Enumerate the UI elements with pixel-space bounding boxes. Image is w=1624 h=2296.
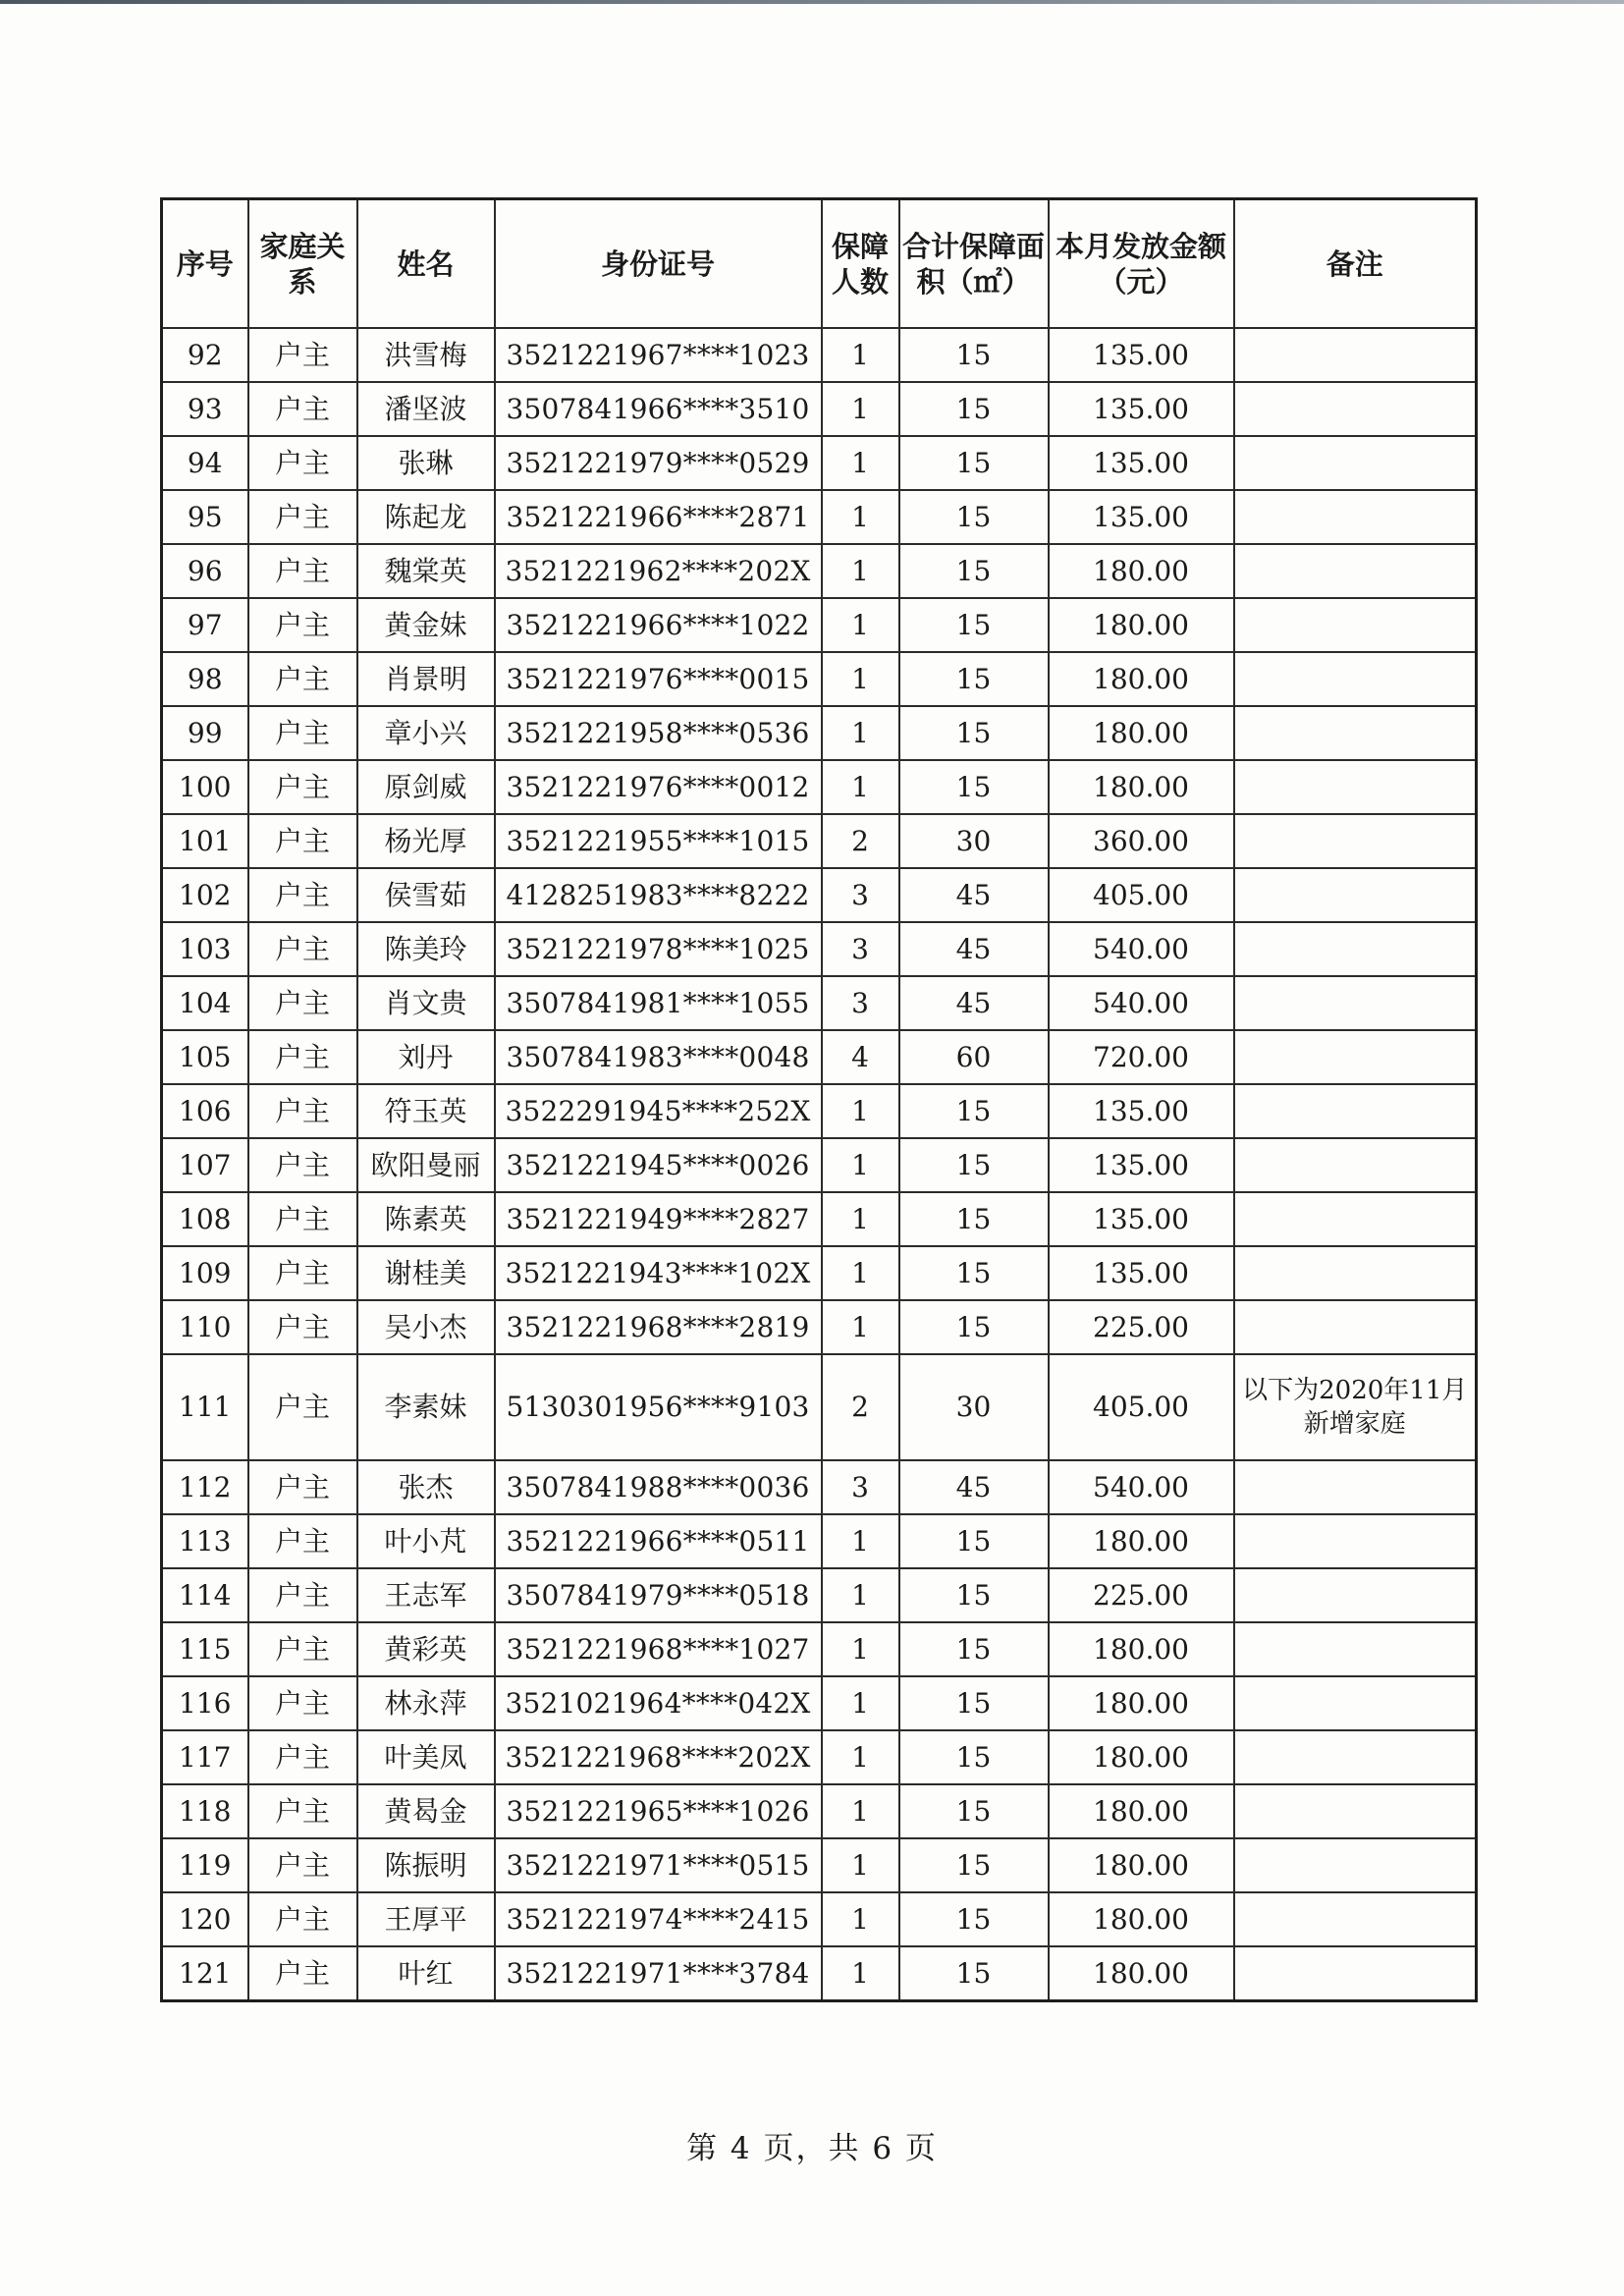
cell-remarks [1234,1460,1477,1514]
cell-relation: 户主 [248,706,357,760]
cell-remarks [1234,1676,1477,1730]
cell-persons: 3 [822,922,899,976]
cell-name: 黄彩英 [357,1622,495,1676]
cell-remarks [1234,544,1477,598]
cell-seq: 102 [162,868,248,922]
cell-seq: 98 [162,652,248,706]
cell-id-number: 4128251983****8222 [495,868,822,922]
cell-id-number: 3507841983****0048 [495,1030,822,1084]
cell-id-number: 3521221958****0536 [495,706,822,760]
cell-relation: 户主 [248,1192,357,1246]
table-row [162,328,1477,382]
cell-id-number: 3521221966****2871 [495,490,822,544]
header-remarks: 备注 [1234,199,1477,329]
table-row [162,814,1477,868]
cell-amount: 135.00 [1049,1084,1234,1138]
table-row [162,1568,1477,1622]
table-row [162,1300,1477,1354]
cell-remarks [1234,760,1477,814]
header-seq: 序号 [162,199,248,329]
header-id-number: 身份证号 [495,199,822,329]
cell-relation: 户主 [248,760,357,814]
cell-seq: 111 [162,1354,248,1460]
cell-amount: 180.00 [1049,1676,1234,1730]
cell-amount: 225.00 [1049,1300,1234,1354]
cell-seq: 100 [162,760,248,814]
cell-relation: 户主 [248,1730,357,1784]
cell-area: 15 [899,1246,1049,1300]
cell-remarks [1234,868,1477,922]
cell-persons: 2 [822,814,899,868]
table-row [162,1138,1477,1192]
cell-relation: 户主 [248,490,357,544]
cell-name: 张琳 [357,436,495,490]
cell-seq: 109 [162,1246,248,1300]
cell-amount: 180.00 [1049,706,1234,760]
cell-remarks [1234,976,1477,1030]
cell-amount: 180.00 [1049,1838,1234,1892]
cell-name: 叶红 [357,1946,495,2001]
cell-area: 15 [899,1676,1049,1730]
cell-remarks [1234,490,1477,544]
cell-persons: 3 [822,1460,899,1514]
cell-name: 章小兴 [357,706,495,760]
cell-id-number: 3521221965****1026 [495,1784,822,1838]
table-row [162,976,1477,1030]
cell-relation: 户主 [248,868,357,922]
cell-name: 陈起龙 [357,490,495,544]
cell-id-number: 3521221962****202X [495,544,822,598]
cell-area: 15 [899,1192,1049,1246]
cell-name: 杨光厚 [357,814,495,868]
cell-id-number: 3521221968****202X [495,1730,822,1784]
table-row [162,1622,1477,1676]
cell-remarks: 以下为2020年11月新增家庭 [1234,1354,1477,1460]
cell-id-number: 3521221943****102X [495,1246,822,1300]
cell-remarks [1234,814,1477,868]
table-row [162,1246,1477,1300]
cell-amount: 180.00 [1049,1622,1234,1676]
cell-name: 王志军 [357,1568,495,1622]
cell-area: 15 [899,1838,1049,1892]
cell-area: 30 [899,1354,1049,1460]
cell-persons: 1 [822,1192,899,1246]
cell-area: 30 [899,814,1049,868]
cell-area: 15 [899,1300,1049,1354]
cell-amount: 135.00 [1049,1138,1234,1192]
cell-relation: 户主 [248,1568,357,1622]
cell-amount: 540.00 [1049,1460,1234,1514]
cell-seq: 94 [162,436,248,490]
subsidy-table [160,197,1478,2002]
cell-persons: 1 [822,1300,899,1354]
cell-id-number: 3521221971****3784 [495,1946,822,2001]
cell-area: 15 [899,490,1049,544]
cell-amount: 135.00 [1049,436,1234,490]
cell-seq: 103 [162,922,248,976]
header-name: 姓名 [357,199,495,329]
cell-remarks [1234,1730,1477,1784]
cell-remarks [1234,1084,1477,1138]
cell-relation: 户主 [248,1138,357,1192]
cell-amount: 180.00 [1049,544,1234,598]
cell-persons: 3 [822,976,899,1030]
cell-persons: 3 [822,868,899,922]
cell-amount: 135.00 [1049,328,1234,382]
cell-id-number: 3521221974****2415 [495,1892,822,1946]
cell-seq: 108 [162,1192,248,1246]
table-row [162,436,1477,490]
cell-relation: 户主 [248,1354,357,1460]
table-row [162,760,1477,814]
table-row [162,1784,1477,1838]
cell-relation: 户主 [248,1892,357,1946]
cell-persons: 1 [822,1084,899,1138]
cell-persons: 1 [822,1784,899,1838]
cell-amount: 405.00 [1049,868,1234,922]
table-header-row [162,199,1477,329]
cell-name: 符玉英 [357,1084,495,1138]
cell-amount: 720.00 [1049,1030,1234,1084]
cell-area: 15 [899,652,1049,706]
cell-area: 15 [899,382,1049,436]
cell-name: 陈振明 [357,1838,495,1892]
cell-persons: 1 [822,1946,899,2001]
cell-area: 15 [899,436,1049,490]
cell-area: 45 [899,1460,1049,1514]
cell-area: 45 [899,976,1049,1030]
cell-relation: 户主 [248,976,357,1030]
cell-seq: 114 [162,1568,248,1622]
cell-persons: 1 [822,1514,899,1568]
cell-remarks [1234,1946,1477,2001]
cell-seq: 110 [162,1300,248,1354]
header-persons: 保障人数 [822,199,899,329]
cell-id-number: 3521221971****0515 [495,1838,822,1892]
table-row [162,1892,1477,1946]
cell-seq: 118 [162,1784,248,1838]
cell-relation: 户主 [248,1838,357,1892]
cell-seq: 105 [162,1030,248,1084]
cell-id-number: 3521021964****042X [495,1676,822,1730]
table-row [162,544,1477,598]
cell-area: 15 [899,1084,1049,1138]
cell-seq: 112 [162,1460,248,1514]
cell-seq: 104 [162,976,248,1030]
cell-area: 45 [899,868,1049,922]
cell-relation: 户主 [248,1084,357,1138]
cell-seq: 106 [162,1084,248,1138]
table-row [162,490,1477,544]
cell-name: 肖文贵 [357,976,495,1030]
cell-id-number: 3507841981****1055 [495,976,822,1030]
cell-remarks [1234,382,1477,436]
cell-persons: 1 [822,598,899,652]
cell-seq: 101 [162,814,248,868]
cell-seq: 93 [162,382,248,436]
cell-relation: 户主 [248,1460,357,1514]
cell-persons: 1 [822,1622,899,1676]
cell-id-number: 3521221966****1022 [495,598,822,652]
table-row [162,706,1477,760]
cell-persons: 1 [822,382,899,436]
table-row [162,1514,1477,1568]
cell-persons: 1 [822,1568,899,1622]
cell-name: 吴小杰 [357,1300,495,1354]
cell-name: 洪雪梅 [357,328,495,382]
cell-remarks [1234,1514,1477,1568]
cell-amount: 360.00 [1049,814,1234,868]
cell-relation: 户主 [248,1676,357,1730]
cell-seq: 121 [162,1946,248,2001]
cell-amount: 180.00 [1049,1946,1234,2001]
table-row [162,1460,1477,1514]
cell-seq: 116 [162,1676,248,1730]
cell-remarks [1234,436,1477,490]
cell-area: 15 [899,706,1049,760]
cell-area: 15 [899,1138,1049,1192]
cell-amount: 405.00 [1049,1354,1234,1460]
cell-persons: 1 [822,436,899,490]
cell-seq: 96 [162,544,248,598]
cell-id-number: 3521221976****0015 [495,652,822,706]
cell-id-number: 3521221968****1027 [495,1622,822,1676]
cell-relation: 户主 [248,1622,357,1676]
cell-name: 刘丹 [357,1030,495,1084]
cell-area: 15 [899,1892,1049,1946]
cell-amount: 180.00 [1049,1514,1234,1568]
cell-amount: 135.00 [1049,1246,1234,1300]
table-row [162,382,1477,436]
table-row [162,1030,1477,1084]
cell-id-number: 3507841966****3510 [495,382,822,436]
cell-persons: 1 [822,1892,899,1946]
cell-id-number: 3521221978****1025 [495,922,822,976]
cell-seq: 117 [162,1730,248,1784]
cell-relation: 户主 [248,382,357,436]
cell-relation: 户主 [248,1300,357,1354]
cell-seq: 92 [162,328,248,382]
scan-top-edge [0,0,1624,4]
cell-remarks [1234,1622,1477,1676]
cell-name: 叶美凤 [357,1730,495,1784]
cell-relation: 户主 [248,436,357,490]
cell-area: 60 [899,1030,1049,1084]
cell-persons: 1 [822,1838,899,1892]
cell-seq: 113 [162,1514,248,1568]
cell-remarks [1234,1300,1477,1354]
cell-name: 林永萍 [357,1676,495,1730]
cell-name: 黄金妹 [357,598,495,652]
cell-name: 侯雪茹 [357,868,495,922]
table-row [162,1838,1477,1892]
cell-id-number: 3521221967****1023 [495,328,822,382]
cell-amount: 540.00 [1049,922,1234,976]
cell-id-number: 3521221976****0012 [495,760,822,814]
cell-seq: 115 [162,1622,248,1676]
subsidy-table-container [160,197,1475,2002]
cell-persons: 1 [822,652,899,706]
cell-seq: 120 [162,1892,248,1946]
cell-remarks [1234,1568,1477,1622]
cell-remarks [1234,598,1477,652]
cell-persons: 1 [822,328,899,382]
cell-persons: 4 [822,1030,899,1084]
cell-relation: 户主 [248,1784,357,1838]
cell-amount: 135.00 [1049,490,1234,544]
cell-name: 谢桂美 [357,1246,495,1300]
cell-amount: 180.00 [1049,760,1234,814]
cell-remarks [1234,1138,1477,1192]
cell-remarks [1234,706,1477,760]
cell-area: 15 [899,598,1049,652]
cell-name: 王厚平 [357,1892,495,1946]
cell-relation: 户主 [248,814,357,868]
table-row [162,1730,1477,1784]
cell-area: 15 [899,1568,1049,1622]
cell-amount: 540.00 [1049,976,1234,1030]
cell-name: 原剑威 [357,760,495,814]
cell-name: 陈美玲 [357,922,495,976]
cell-id-number: 3507841979****0518 [495,1568,822,1622]
table-row [162,652,1477,706]
cell-amount: 180.00 [1049,1784,1234,1838]
cell-area: 15 [899,1730,1049,1784]
cell-relation: 户主 [248,1246,357,1300]
cell-name: 叶小芃 [357,1514,495,1568]
cell-seq: 107 [162,1138,248,1192]
cell-relation: 户主 [248,1514,357,1568]
cell-id-number: 3521221966****0511 [495,1514,822,1568]
header-relation: 家庭关系 [248,199,357,329]
cell-amount: 225.00 [1049,1568,1234,1622]
cell-name: 陈素英 [357,1192,495,1246]
cell-seq: 99 [162,706,248,760]
header-amount: 本月发放金额（元） [1049,199,1234,329]
table-row [162,1192,1477,1246]
table-body [162,328,1477,2001]
cell-id-number: 3521221949****2827 [495,1192,822,1246]
cell-relation: 户主 [248,652,357,706]
cell-seq: 97 [162,598,248,652]
cell-persons: 1 [822,706,899,760]
cell-persons: 1 [822,490,899,544]
cell-remarks [1234,328,1477,382]
cell-relation: 户主 [248,1946,357,2001]
cell-id-number: 3521221968****2819 [495,1300,822,1354]
cell-name: 黄曷金 [357,1784,495,1838]
cell-area: 15 [899,1946,1049,2001]
cell-area: 45 [899,922,1049,976]
cell-persons: 1 [822,544,899,598]
cell-seq: 95 [162,490,248,544]
cell-name: 张杰 [357,1460,495,1514]
cell-id-number: 3521221955****1015 [495,814,822,868]
cell-amount: 135.00 [1049,382,1234,436]
table-row [162,1946,1477,2001]
cell-amount: 180.00 [1049,598,1234,652]
cell-remarks [1234,1246,1477,1300]
cell-id-number: 5130301956****9103 [495,1354,822,1460]
cell-amount: 180.00 [1049,1892,1234,1946]
cell-id-number: 3507841988****0036 [495,1460,822,1514]
cell-amount: 135.00 [1049,1192,1234,1246]
cell-seq: 119 [162,1838,248,1892]
table-row [162,1354,1477,1460]
cell-area: 15 [899,1514,1049,1568]
table-row [162,1084,1477,1138]
cell-id-number: 3522291945****252X [495,1084,822,1138]
cell-amount: 180.00 [1049,652,1234,706]
cell-name: 魏棠英 [357,544,495,598]
cell-remarks [1234,1892,1477,1946]
cell-remarks [1234,922,1477,976]
cell-relation: 户主 [248,922,357,976]
cell-remarks [1234,1784,1477,1838]
table-row [162,1676,1477,1730]
cell-id-number: 3521221945****0026 [495,1138,822,1192]
cell-persons: 1 [822,760,899,814]
cell-remarks [1234,1838,1477,1892]
cell-area: 15 [899,544,1049,598]
cell-area: 15 [899,328,1049,382]
cell-area: 15 [899,760,1049,814]
cell-name: 欧阳曼丽 [357,1138,495,1192]
table-row [162,868,1477,922]
cell-relation: 户主 [248,328,357,382]
cell-relation: 户主 [248,544,357,598]
cell-relation: 户主 [248,598,357,652]
cell-name: 潘坚波 [357,382,495,436]
cell-area: 15 [899,1784,1049,1838]
header-area: 合计保障面积（㎡） [899,199,1049,329]
cell-name: 肖景明 [357,652,495,706]
cell-name: 李素妹 [357,1354,495,1460]
table-row [162,922,1477,976]
cell-remarks [1234,1030,1477,1084]
cell-id-number: 3521221979****0529 [495,436,822,490]
table-row [162,598,1477,652]
cell-remarks [1234,652,1477,706]
cell-persons: 1 [822,1246,899,1300]
cell-remarks [1234,1192,1477,1246]
cell-persons: 1 [822,1730,899,1784]
page-number-footer: 第 4 页，共 6 页 [686,2131,938,2166]
cell-persons: 1 [822,1138,899,1192]
cell-persons: 2 [822,1354,899,1460]
cell-area: 15 [899,1622,1049,1676]
cell-persons: 1 [822,1676,899,1730]
cell-amount: 180.00 [1049,1730,1234,1784]
cell-relation: 户主 [248,1030,357,1084]
